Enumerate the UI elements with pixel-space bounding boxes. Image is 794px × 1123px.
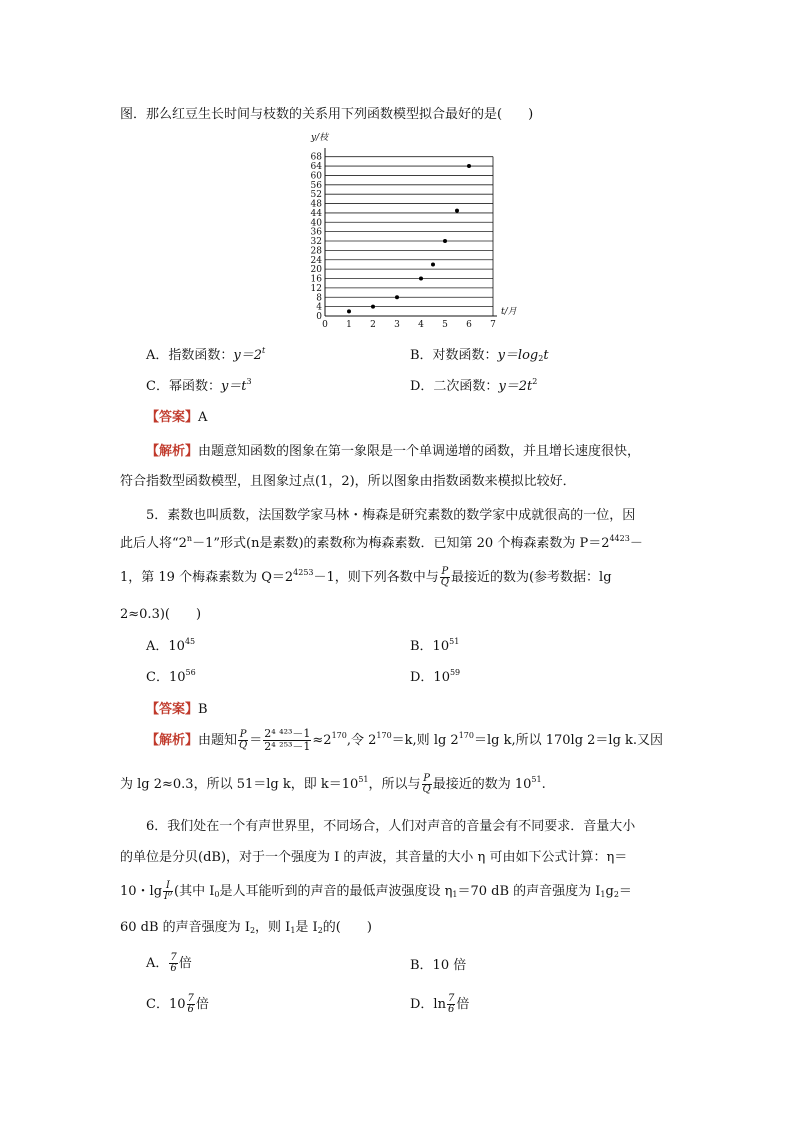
q6-line3-b: (其中 I xyxy=(174,884,215,899)
q5-an1-sup: 170 xyxy=(331,731,347,740)
q6-option-d-tail: 倍 xyxy=(456,997,470,1012)
q4-answer-value: A xyxy=(198,410,208,425)
q5-answer xyxy=(146,698,208,717)
y-tick-label: 8 xyxy=(316,293,322,304)
data-point xyxy=(431,262,435,266)
q5-an1-b: ≈2 xyxy=(312,733,332,748)
frac-num: 7 xyxy=(447,993,455,1004)
q6-line3-e: g xyxy=(605,884,614,899)
q5-an2-sup2: 51 xyxy=(531,775,542,784)
q6-option-a-tail: 倍 xyxy=(178,956,192,971)
q5-line2-c: － xyxy=(629,536,643,551)
q6-option-a-label: A． xyxy=(146,956,169,971)
x-tick-label: 3 xyxy=(394,320,400,330)
q6-line4-c: 是 I xyxy=(295,920,318,935)
data-point xyxy=(443,239,447,243)
q5-option-b-text: B．10 xyxy=(410,639,450,654)
q6-line4-sub: 2 xyxy=(249,926,256,935)
y-tick-label: 32 xyxy=(310,237,322,248)
q4-option-c-expr: y＝t xyxy=(220,379,247,394)
frac-num: 7 xyxy=(187,993,194,1004)
frac-den: 6 xyxy=(447,1004,455,1015)
frac-num: 7 xyxy=(170,952,177,963)
q4-option-a-expr: y＝2 xyxy=(233,348,263,363)
q4-option-b-sub: 2 xyxy=(538,354,544,363)
q5-line3-c: 最接近的数为(参考数据：lg xyxy=(450,570,612,585)
y-tick-label: 44 xyxy=(310,208,322,219)
q5-answer-value: B xyxy=(198,702,208,717)
q5-option-c-sup: 56 xyxy=(185,668,196,677)
q5-an1-frac2 xyxy=(263,728,311,753)
q6-option-d[interactable] xyxy=(410,993,469,1015)
q6-option-d-frac xyxy=(447,994,455,1015)
q5-an1-a: 由题知 xyxy=(198,733,238,748)
q5-option-a-text: A．10 xyxy=(146,639,185,654)
q4-option-a-label: A．指数函数： xyxy=(146,348,234,363)
q5-an1-sup3: 170 xyxy=(458,731,474,740)
q6-line3-sub: 0 xyxy=(214,890,220,899)
y-tick-label: 4 xyxy=(316,302,322,313)
x-axis-label: t/月 xyxy=(501,307,517,317)
data-point xyxy=(347,309,351,313)
data-point xyxy=(395,295,399,299)
q5-line1: 5．素数也叫质数，法国数学家马林・梅森是研究素数的数学家中成就很高的一位，因 xyxy=(146,508,636,523)
q5-an2-c: 最接近的数为 10 xyxy=(432,777,532,792)
q6-line3-c: 是人耳能听到的声音的最低声波强度设 η xyxy=(219,884,453,899)
q5-an1-e: ＝lg k,所以 170lg 2＝lg k.又因 xyxy=(473,733,664,748)
q5-an2-b: ，所以与 xyxy=(368,777,421,792)
y-tick-label: 36 xyxy=(310,227,322,238)
x-tick-label: 6 xyxy=(466,320,472,330)
q5-line3-b: －1，则下列各数中与 xyxy=(313,570,439,585)
q4-option-c[interactable] xyxy=(146,375,252,394)
y-tick-label: 28 xyxy=(310,246,322,257)
q4-option-a-sup: t xyxy=(262,346,266,355)
q6-option-a-frac xyxy=(169,953,177,974)
q5-option-d[interactable] xyxy=(410,666,460,685)
frac-den: 6 xyxy=(187,1004,194,1015)
q4-option-c-label: C．幂函数： xyxy=(146,379,221,394)
q5-option-b[interactable] xyxy=(410,635,459,654)
frac-den: Q xyxy=(440,577,449,588)
q5-line2-a: 此后人将“2 xyxy=(120,536,187,551)
q6-line1: 6．我们处在一个有声世界里，不同场合，人们对声音的音量会有不同要求．音量大小 xyxy=(146,819,636,834)
frac-num: P xyxy=(239,729,247,740)
scatter-chart xyxy=(300,128,540,333)
q6-line4-sub3: 2 xyxy=(317,926,323,935)
q5-an2-frac xyxy=(422,774,432,795)
q5-an1-c: ,令 2 xyxy=(346,733,377,748)
q6-line2: 的单位是分贝(dB)，对于一个强度为 I 的声波，其音量的大小 η 可由如下公式计算：η＝ xyxy=(120,850,628,865)
y-tick-label: 60 xyxy=(310,171,322,182)
q5-analysis-line1 xyxy=(146,728,663,753)
data-point xyxy=(455,209,459,213)
q5-analysis-line2 xyxy=(120,773,546,795)
q5-analysis-tag: 【解析】 xyxy=(146,733,199,748)
q5-line2-sup2: 4423 xyxy=(609,534,630,543)
y-tick-label: 20 xyxy=(310,265,322,276)
frac-num: P xyxy=(441,566,449,577)
q6-option-b[interactable]: B．10 倍 xyxy=(410,958,467,973)
q4-option-d[interactable] xyxy=(410,375,537,394)
q5-an2-sup: 51 xyxy=(358,775,369,784)
q5-an1-d: ＝k,则 lg 2 xyxy=(391,733,459,748)
y-tick-label: 40 xyxy=(310,218,322,229)
q5-option-a[interactable] xyxy=(146,635,195,654)
q5-option-c-text: C．10 xyxy=(146,670,186,685)
q4-option-b[interactable] xyxy=(410,344,549,363)
data-point xyxy=(467,164,471,168)
q6-line4-d: 的( ) xyxy=(322,920,372,935)
q6-option-d-label: D．ln xyxy=(410,997,446,1012)
q6-line3-sub4: 2 xyxy=(613,890,619,899)
q6-line3-a: 10・lg xyxy=(120,884,163,899)
q6-line4 xyxy=(120,916,372,935)
q6-line3-sub2: 1 xyxy=(452,890,458,899)
q5-line2-b: －1”形式(n是素数)的素数称为梅森素数．已知第 20 个梅森素数为 P＝2 xyxy=(192,536,610,551)
frac-den: Q xyxy=(239,740,248,751)
q6-line3 xyxy=(120,880,632,902)
y-tick-label: 12 xyxy=(310,283,322,294)
q5-an1-frac1 xyxy=(238,730,248,751)
y-tick-label: 68 xyxy=(310,152,322,163)
frac-den: Q xyxy=(422,784,431,795)
q6-option-c-label: C．10 xyxy=(146,997,186,1012)
data-point xyxy=(371,305,375,309)
q6-option-c-frac xyxy=(187,994,195,1015)
frac-num: I xyxy=(163,881,173,892)
q5-answer-tag: 【答案】 xyxy=(146,702,199,717)
x-tick-label: 1 xyxy=(346,320,352,330)
data-point xyxy=(419,277,423,281)
y-tick-label: 64 xyxy=(310,162,322,173)
q4-option-d-sup: 2 xyxy=(532,377,538,386)
x-tick-label: 5 xyxy=(442,320,448,330)
q5-line3-frac xyxy=(440,567,450,588)
q4-option-c-sup: 3 xyxy=(246,377,252,386)
q4-answer xyxy=(146,406,207,425)
q6-line3-frac xyxy=(163,881,173,902)
q6-option-c-tail: 倍 xyxy=(195,997,209,1012)
q5-an1-eq: ＝ xyxy=(249,733,263,748)
y-axis-label: y/枝 xyxy=(311,133,329,143)
q6-option-a[interactable] xyxy=(146,952,192,974)
q5-option-b-sup: 51 xyxy=(449,637,460,646)
q6-line4-sub2: 1 xyxy=(290,926,296,935)
x-tick-label: 7 xyxy=(490,320,496,330)
q4-option-d-label: D．二次函数： xyxy=(410,379,499,394)
q5-line4: 2≈0.3)( ) xyxy=(120,607,202,622)
q5-line3 xyxy=(120,566,612,588)
q4-analysis-text1: 由题意知函数的图象在第一象限是一个单调递增的函数，并且增长速度很快， xyxy=(198,444,641,459)
q4-analysis-line1 xyxy=(146,440,640,459)
q4-option-b-label: B．对数函数： xyxy=(410,348,498,363)
frac-num: P xyxy=(423,773,430,784)
frac-num: 2⁴ ⁴²³－1 xyxy=(264,727,311,740)
q4-analysis-line2: 符合指数型函数模型，且图象过点(1，2)，所以图象由指数函数来模拟比较好． xyxy=(120,474,576,489)
q4-analysis-tag: 【解析】 xyxy=(146,444,199,459)
q5-option-c[interactable] xyxy=(146,666,196,685)
q4-stem-tail: 图．那么红豆生长时间与枝数的关系用下列函数模型拟合最好的是( ) xyxy=(120,107,534,122)
y-tick-label: 0 xyxy=(316,312,322,322)
q5-option-a-sup: 45 xyxy=(184,637,196,646)
q4-option-b-expr: y＝log xyxy=(497,348,539,363)
y-tick-label: 24 xyxy=(310,255,322,266)
q6-line4-a: 60 dB 的声音强度为 I xyxy=(120,920,250,935)
frac-den: 6 xyxy=(170,963,177,974)
frac-den: I⁰ xyxy=(164,891,172,902)
y-tick-label: 52 xyxy=(310,190,322,201)
q5-an2-d: . xyxy=(541,777,546,792)
y-tick-label: 56 xyxy=(310,180,322,191)
q5-an2-a: 为 lg 2≈0.3，所以 51＝lg k，即 k＝10 xyxy=(120,777,359,792)
q6-option-c[interactable] xyxy=(146,993,209,1015)
q5-line3-a: 1，第 19 个梅森素数为 Q＝2 xyxy=(120,570,294,585)
q5-line2-sup: n xyxy=(186,534,193,543)
x-tick-label: 0 xyxy=(322,320,328,330)
q4-answer-tag: 【答案】 xyxy=(146,410,199,425)
q6-line3-d: ＝70 dB 的声音强度为 I xyxy=(457,884,601,899)
q6-line3-f: ＝ xyxy=(618,884,632,899)
x-tick-label: 4 xyxy=(418,320,424,330)
y-tick-label: 16 xyxy=(310,274,322,285)
q5-line3-sup: 4253 xyxy=(293,568,314,577)
y-tick-label: 48 xyxy=(310,199,322,210)
q5-option-d-sup: 59 xyxy=(449,668,461,677)
q4-option-d-expr: y＝2t xyxy=(498,379,533,394)
q4-option-b-tail: t xyxy=(543,348,549,363)
q6-line3-sub3: 1 xyxy=(600,890,606,899)
q5-option-d-text: D．10 xyxy=(410,670,450,685)
q5-line2 xyxy=(120,532,643,551)
q4-option-a[interactable] xyxy=(146,344,265,363)
frac-den: 2⁴ ²⁵³－1 xyxy=(264,740,311,753)
x-tick-label: 2 xyxy=(370,320,376,330)
q5-an1-sup2: 170 xyxy=(376,731,392,740)
q6-line4-b: ，则 I xyxy=(255,920,291,935)
